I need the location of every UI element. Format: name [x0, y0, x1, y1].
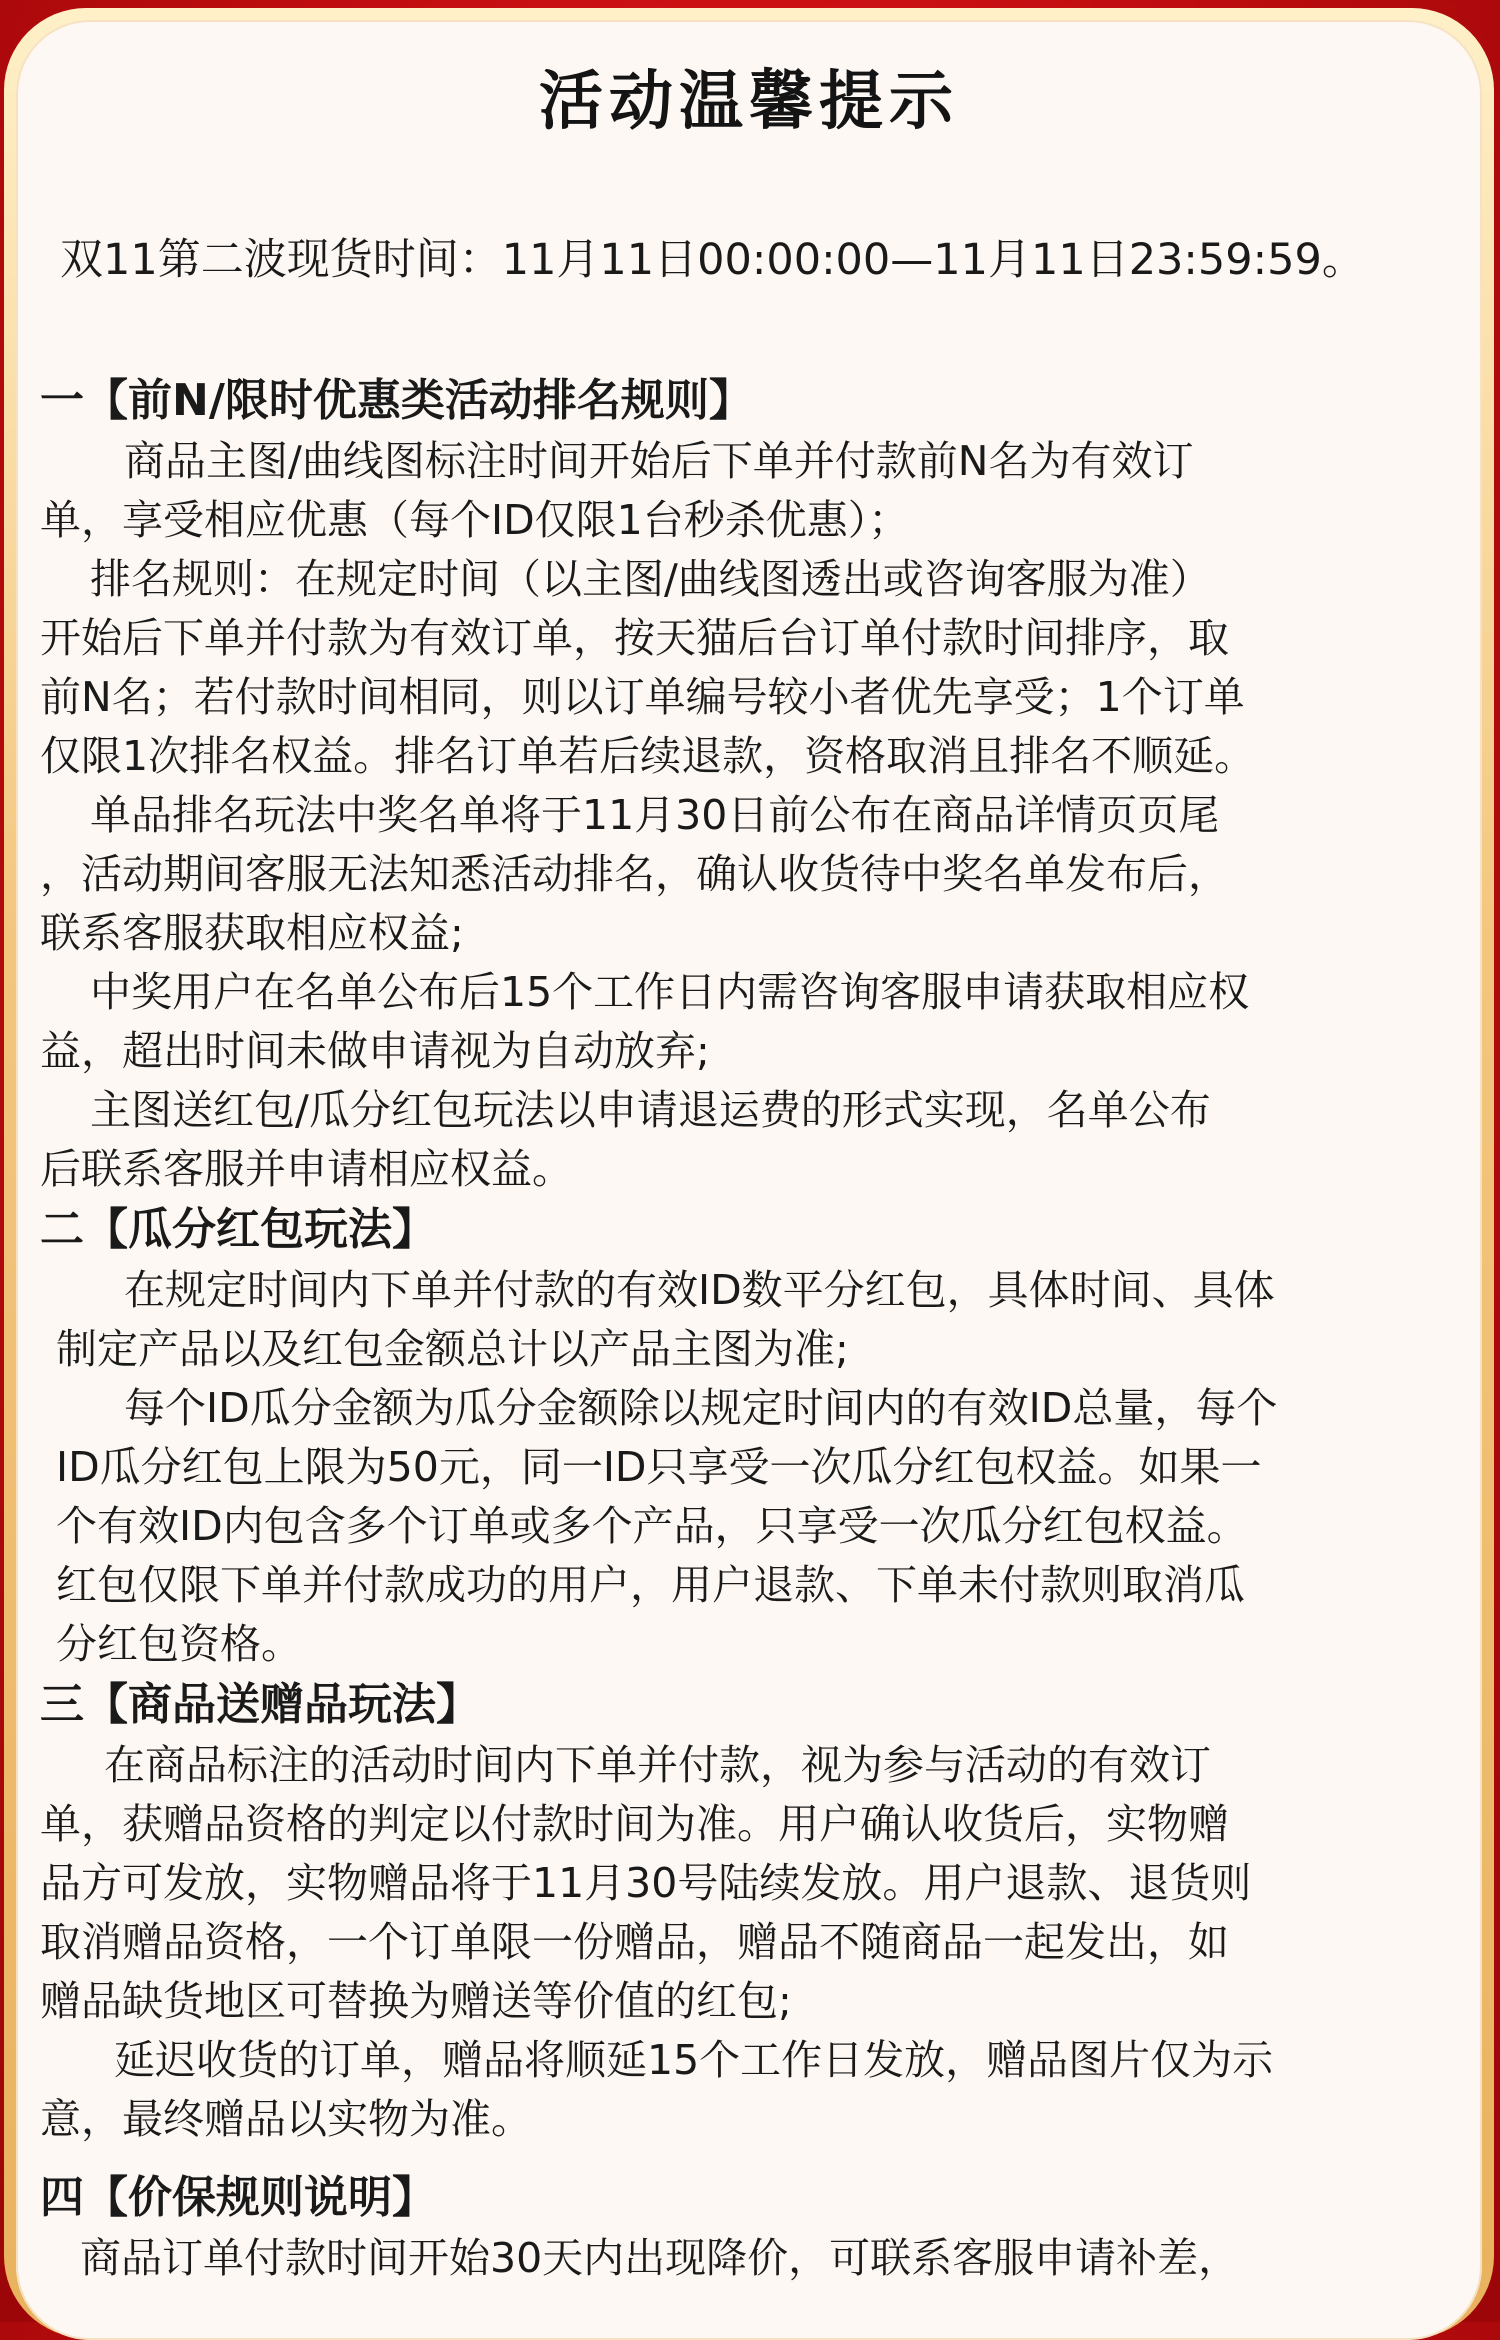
text-line: 在规定时间内下单并付款的有效ID数平分红包，具体时间、具体	[124, 1266, 1275, 1314]
text-line: 延迟收货的订单，赠品将顺延15个工作日发放，赠品图片仅为示	[114, 2036, 1274, 2084]
text-line: 个有效ID内包含多个订单或多个产品，只享受一次瓜分红包权益。	[56, 1502, 1248, 1550]
text-line: 单，获赠品资格的判定以付款时间为准。用户确认收货后，实物赠	[40, 1800, 1229, 1848]
intro-time-text: 双11第二波现货时间：11月11日00:00:00—11月11日23:59:59。	[60, 235, 1365, 285]
section-body-gift	[40, 1736, 1460, 2149]
page-title: 活动温馨提示	[539, 65, 959, 139]
text-line: 商品订单付款时间开始30天内出现降价，可联系客服申请补差，	[80, 2234, 1240, 2282]
text-line: ，活动期间客服无法知悉活动排名，确认收货待中奖名单发布后，	[40, 850, 1229, 898]
text-line: 主图送红包/瓜分红包玩法以申请退运费的形式实现，名单公布	[90, 1086, 1211, 1134]
text-line: 前N名；若付款时间相同，则以订单编号较小者优先享受；1个订单	[40, 673, 1245, 721]
text-line: 意，最终赠品以实物为准。	[40, 2095, 532, 2143]
notice-card	[16, 20, 1482, 2340]
text-line: 益，超出时间未做申请视为自动放弃;	[40, 1027, 710, 1075]
text-line: 在商品标注的活动时间内下单并付款，视为参与活动的有效订	[104, 1741, 1211, 1789]
text-line: 中奖用户在名单公布后15个工作日内需咨询客服申请获取相应权	[90, 968, 1250, 1016]
text-line: 红包仅限下单并付款成功的用户，用户退款、下单未付款则取消瓜	[56, 1561, 1245, 1609]
text-line: 仅限1次排名权益。排名订单若后续退款，资格取消且排名不顺延。	[40, 732, 1256, 780]
text-line: 取消赠品资格，一个订单限一份赠品，赠品不随商品一起发出，如	[40, 1918, 1229, 1966]
text-line: 制定产品以及红包金额总计以产品主图为准;	[56, 1325, 849, 1373]
text-line: 排名规则：在规定时间（以主图/曲线图透出或咨询客服为准）	[90, 555, 1211, 603]
text-line: 联系客服获取相应权益;	[40, 909, 464, 957]
text-line: 开始后下单并付款为有效订单，按天猫后台订单付款时间排序，取	[40, 614, 1229, 662]
text-line: 商品主图/曲线图标注时间开始后下单并付款前N名为有效订	[124, 437, 1194, 485]
section-heading-ranking: 一【前N/限时优惠类活动排名规则】	[40, 375, 753, 426]
section-heading-price-protection: 四【价保规则说明】	[40, 2172, 436, 2223]
text-line: 品方可发放，实物赠品将于11月30号陆续发放。用户退款、退货则	[40, 1859, 1252, 1907]
text-line: 分红包资格。	[56, 1620, 302, 1668]
text-line: 单，享受相应优惠（每个ID仅限1台秒杀优惠）；	[40, 496, 910, 544]
rules-body	[40, 370, 1460, 2288]
section-heading-red-packet: 二【瓜分红包玩法】	[40, 1204, 436, 1255]
text-line: 后联系客服并申请相应权益。	[40, 1145, 573, 1193]
section-body-price-protection	[40, 2229, 1460, 2288]
text-line: 赠品缺货地区可替换为赠送等价值的红包;	[40, 1977, 792, 2025]
section-body-red-packet	[40, 1261, 1460, 1674]
text-line: 单品排名玩法中奖名单将于11月30日前公布在商品详情页页尾	[90, 791, 1220, 839]
section-heading-gift: 三【商品送赠品玩法】	[40, 1679, 480, 1730]
text-line: ID瓜分红包上限为50元，同一ID只享受一次瓜分红包权益。如果一	[56, 1443, 1262, 1491]
text-line: 每个ID瓜分金额为瓜分金额除以规定时间内的有效ID总量，每个	[124, 1384, 1278, 1432]
section-body-ranking	[40, 432, 1460, 1199]
